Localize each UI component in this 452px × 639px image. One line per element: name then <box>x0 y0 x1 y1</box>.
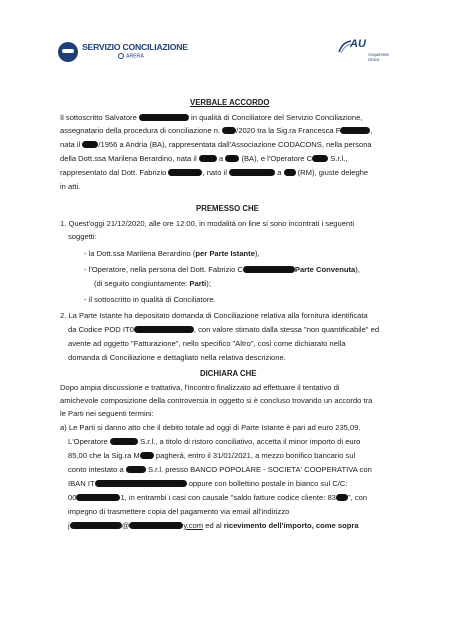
premesso-item-operatore: - l'Operatore, nella persona del Dott. Fabrizio C Parte Convenuta), <box>84 265 360 274</box>
premesso-p2-line-3: avente ad oggetto "Fatturazione", nello specifico "Altro", così come dichiarato nella <box>68 339 346 348</box>
redaction <box>229 169 275 176</box>
dichiara-a-line-7: impegno di trasmettere copia del pagamento via email all'indirizzo <box>68 507 290 516</box>
premesso-p1-line-1: 1. Quest'oggi 21/12/2020, alle ore 12:00, in modalità on line si sono incontrati i seguenti <box>60 219 355 228</box>
redaction <box>284 169 296 176</box>
arera-mark-icon <box>118 53 124 59</box>
premesso-item-parti: (di seguito congiuntamente: Parti); <box>94 279 211 288</box>
premesso-p2-line-2: da Codice POD IT0 , con valore stimato dalla stessa "non quantificabile" ed <box>68 325 380 334</box>
redaction <box>222 127 236 134</box>
intro-line-3: nata il /1956 a Andria (BA), rappresentata dall'Associazione CODACONS, nella persona <box>60 140 372 149</box>
acquirente-unico-logo <box>338 38 398 66</box>
dichiara-a-line-4: conto intestato a S.r.l. presso BANCO POPOLARE - SOCIETA' COOPERATIVA con <box>68 465 372 474</box>
dichiara-a-line-5: IBAN IT oppure con bollettino postale in bianco sul C/C: <box>68 479 348 488</box>
premesso-p2-line-4: domanda di Conciliazione e dettagliato nella relativa descrizione. <box>68 353 286 362</box>
redaction <box>129 522 183 529</box>
intro-line-4: della Dott.ssa Marilena Berardino, nata il a (BA), e l'Operatore C S.r.l., <box>60 154 348 163</box>
servizio-conciliazione-logo <box>58 40 188 66</box>
intro-line-2: assegnatario della procedura di conciliazione n. /2020 tra la Sig.ra Francesca F , <box>60 126 373 135</box>
redaction <box>82 141 98 148</box>
dichiara-line-3: le Parti nei seguenti termini: <box>60 409 154 418</box>
dichiara-line-1: Dopo ampia discussione e trattativa, l'incontro finalizzato ad effettuare il tentativo di <box>60 383 340 392</box>
conciliazione-emblem-icon <box>58 42 78 62</box>
redaction <box>312 155 328 162</box>
dichiara-a-line-3: 85,00 che la Sig.ra M pagherà, entro il 31/01/2021, a mezzo bonifico bancario sul <box>68 451 356 460</box>
document-title: VERBALE ACCORDO <box>190 98 270 107</box>
redaction <box>134 326 194 333</box>
redaction <box>340 127 370 134</box>
au-logo-text: AU <box>350 38 366 50</box>
redaction <box>95 480 187 487</box>
au-logo-subtitle: Acquirente Unico <box>368 52 389 62</box>
redaction <box>336 494 348 501</box>
redaction <box>76 494 120 501</box>
logo-title: SERVIZIO CONCILIAZIONE <box>82 42 188 52</box>
logo-subtitle: ARERA <box>126 53 144 60</box>
redaction <box>110 438 138 445</box>
redaction <box>168 169 202 176</box>
dichiara-line-2: amichevole composizione della controversia in oggetto si è concluso trovando un accordo tra <box>60 396 373 405</box>
premesso-p1-line-2: soggetti: <box>68 232 97 241</box>
premesso-item-istante: - la Dott.ssa Marilena Berardino (per Parte Istante), <box>84 249 260 258</box>
intro-line-5: rappresentato dal Dott. Fabrizio , nato il a (RM), giuste deleghe <box>60 168 369 177</box>
dichiara-a-line-2: L'Operatore S.r.l., a titolo di ristoro conciliativo, accetta il minor importo di euro <box>68 437 361 446</box>
redaction <box>70 522 122 529</box>
redaction <box>199 155 217 162</box>
dichiara-heading: DICHIARA CHE <box>200 369 257 378</box>
premesso-item-conciliatore: - il sottoscritto in qualità di Conciliatore. <box>84 295 216 304</box>
redaction <box>225 155 239 162</box>
redaction <box>243 266 295 273</box>
dichiara-a-line-1: a) Le Parti si danno atto che il debito totale ad oggi di Parte Istante è pari ad euro 235,09. <box>60 423 361 432</box>
redaction <box>140 452 154 459</box>
intro-line-1: Il sottoscritto Salvatore in qualità di Conciliatore del Servizio Conciliazione, <box>60 113 363 122</box>
premesso-p2-line-1: 2. La Parte Istante ha depositato domanda di Conciliazione relativa alla fornitura identificata <box>60 311 368 320</box>
intro-line-6: in atti. <box>60 182 81 191</box>
redaction <box>126 466 146 473</box>
redaction <box>139 114 189 121</box>
premesso-heading: PREMESSO CHE <box>196 204 259 213</box>
dichiara-a-line-6: 00 1, in entrambi i casi con causale "saldo fatture codice cliente: 83 ", con <box>68 493 368 502</box>
dichiara-a-line-8: j @ y.com ed al ricevimento dell'importo, come sopra <box>68 521 359 530</box>
